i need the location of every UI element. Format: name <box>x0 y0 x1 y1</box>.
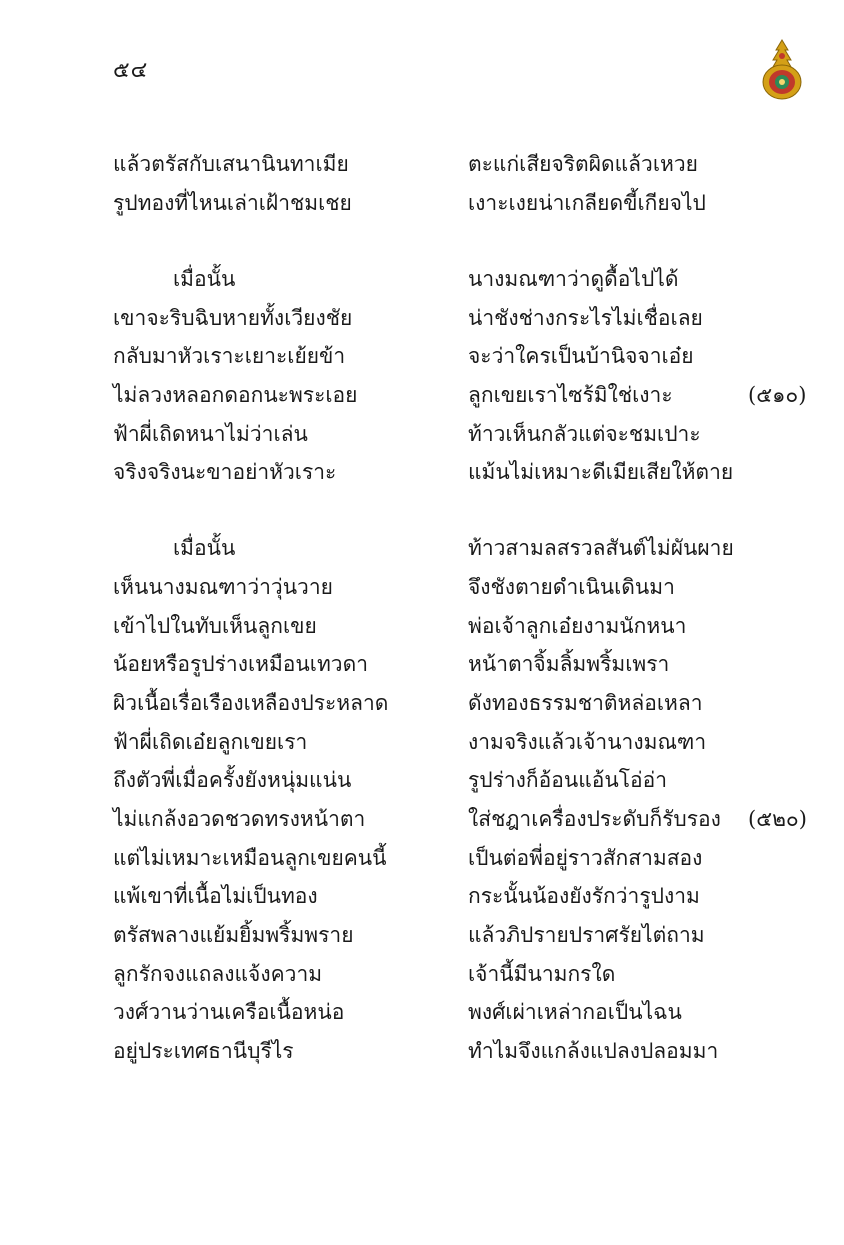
verse-first-half: เมื่อนั้น <box>173 536 236 560</box>
verse-first-half: ผิวเนื้อเรื่อเรืองเหลืองประหลาด <box>113 691 389 715</box>
verse-first-half: ฟ้าผี่เถิดหนาไม่ว่าเล่น <box>113 422 308 446</box>
verse-row <box>0 454 844 490</box>
verse-second-half: นางมณฑาว่าดูดื้อไปได้ <box>468 267 679 291</box>
verse-first-half: ลูกรักจงแถลงแจ้งความ <box>113 962 323 986</box>
verse-row <box>0 185 844 221</box>
verse-row <box>0 801 844 837</box>
verse-first-half: เมื่อนั้น <box>173 267 236 291</box>
verse-row <box>0 530 844 566</box>
verse-row <box>0 1033 844 1069</box>
verse-second-half: จึงชังตายดำเนินเดินมา <box>468 575 675 599</box>
verse-row <box>0 338 844 374</box>
verse-second-half: ลูกเขยเราไซร้มิใช่เงาะ <box>468 383 673 407</box>
verse-row <box>0 917 844 953</box>
verse-second-half: ดังทองธรรมชาติหล่อเหลา <box>468 691 703 715</box>
verse-row <box>0 878 844 914</box>
verse-row <box>0 646 844 682</box>
verse-row <box>0 300 844 336</box>
verse-first-half: ฟ้าผี่เถิดเอ๋ยลูกเขยเรา <box>113 730 308 754</box>
verse-row <box>0 261 844 297</box>
page-number: ๕๔ <box>113 58 149 83</box>
verse-first-half: ไม่ลวงหลอกดอกนะพระเอย <box>113 383 358 407</box>
verse-second-half: รูปร่างก็อ้อนแอ้นโอ่อ่า <box>468 768 668 792</box>
verse-number: (๕๒๐) <box>748 807 807 831</box>
verse-second-half: น่าชังช่างกระไรไม่เชื่อเลย <box>468 306 703 330</box>
verse-second-half: ใส่ชฎาเครื่องประดับก็รับรอง <box>468 807 721 831</box>
verse-first-half: อยู่ประเทศธานีบุรีไร <box>113 1039 294 1063</box>
verse-second-half: ท้าวสามลสรวลสันต์ไม่ผันผาย <box>468 536 734 560</box>
verse-number: (๕๑๐) <box>748 383 807 407</box>
verse-second-half: เป็นต่อพี่อยู่ราวสักสามสอง <box>468 846 703 870</box>
verse-first-half: แล้วตรัสกับเสนานินทาเมีย <box>113 152 349 176</box>
verse-first-half: ตรัสพลางแย้มยิ้มพริ้มพราย <box>113 923 354 947</box>
verse-second-half: งามจริงแล้วเจ้านางมณฑา <box>468 730 707 754</box>
verse-second-half: ตะแก่เสียจริตผิดแล้วเหวย <box>468 152 698 176</box>
verse-row <box>0 416 844 452</box>
verse-second-half: ทำไมจึงแกล้งแปลงปลอมมา <box>468 1039 719 1063</box>
verse-first-half: ไม่แกล้งอวดชวดทรงหน้าตา <box>113 807 366 831</box>
verse-row <box>0 762 844 798</box>
verse-row <box>0 377 844 413</box>
verse-first-half: กลับมาหัวเราะเยาะเย้ยข้า <box>113 344 346 368</box>
verse-first-half: จริงจริงนะขาอย่าหัวเราะ <box>113 460 337 484</box>
verse-second-half: กระนั้นน้องยังรักว่ารูปงาม <box>468 884 700 908</box>
verse-second-half: เจ้านี้มีนามกรใด <box>468 962 616 986</box>
verse-row <box>0 724 844 760</box>
verse-row <box>0 840 844 876</box>
verse-first-half: วงศ์วานว่านเครือเนื้อหน่อ <box>113 1000 345 1024</box>
verse-first-half: เขาจะริบฉิบหายทั้งเวียงชัย <box>113 306 353 330</box>
verse-row <box>0 608 844 644</box>
verse-first-half: แต่ไม่เหมาะเหมือนลูกเขยคนนี้ <box>113 846 387 870</box>
verse-second-half: พงศ์เผ่าเหล่ากอเป็นไฉน <box>468 1000 682 1024</box>
verse-second-half: เงาะเงยน่าเกลียดขี้เกียจไป <box>468 191 706 215</box>
verse-second-half: ท้าวเห็นกลัวแต่จะชมเปาะ <box>468 422 701 446</box>
verse-second-half: พ่อเจ้าลูกเอ๋ยงามนักหนา <box>468 614 687 638</box>
verse-row <box>0 569 844 605</box>
verse-row <box>0 956 844 992</box>
verse-second-half: หน้าตาจิ้มลิ้มพริ้มเพรา <box>468 652 670 676</box>
verse-first-half: น้อยหรือรูปร่างเหมือนเทวดา <box>113 652 369 676</box>
verse-row <box>0 685 844 721</box>
verse-first-half: แพ้เขาที่เนื้อไม่เป็นทอง <box>113 884 318 908</box>
verse-first-half: รูปทองที่ไหนเล่าเฝ้าชมเชย <box>113 191 352 215</box>
verse-row <box>0 146 844 182</box>
verse-second-half: จะว่าใครเป็นบ้านิจจาเอ๋ย <box>468 344 694 368</box>
verse-first-half: เข้าไปในทับเห็นลูกเขย <box>113 614 317 638</box>
verse-second-half: แม้นไม่เหมาะดีเมียเสียให้ตาย <box>468 460 734 484</box>
verse-first-half: เห็นนางมณฑาว่าวุ่นวาย <box>113 575 333 599</box>
verse-second-half: แล้วภิปรายปราศรัยไต่ถาม <box>468 923 705 947</box>
verse-first-half: ถึงตัวพี่เมื่อครั้งยังหนุ่มแน่น <box>113 768 352 792</box>
verse-row <box>0 994 844 1030</box>
